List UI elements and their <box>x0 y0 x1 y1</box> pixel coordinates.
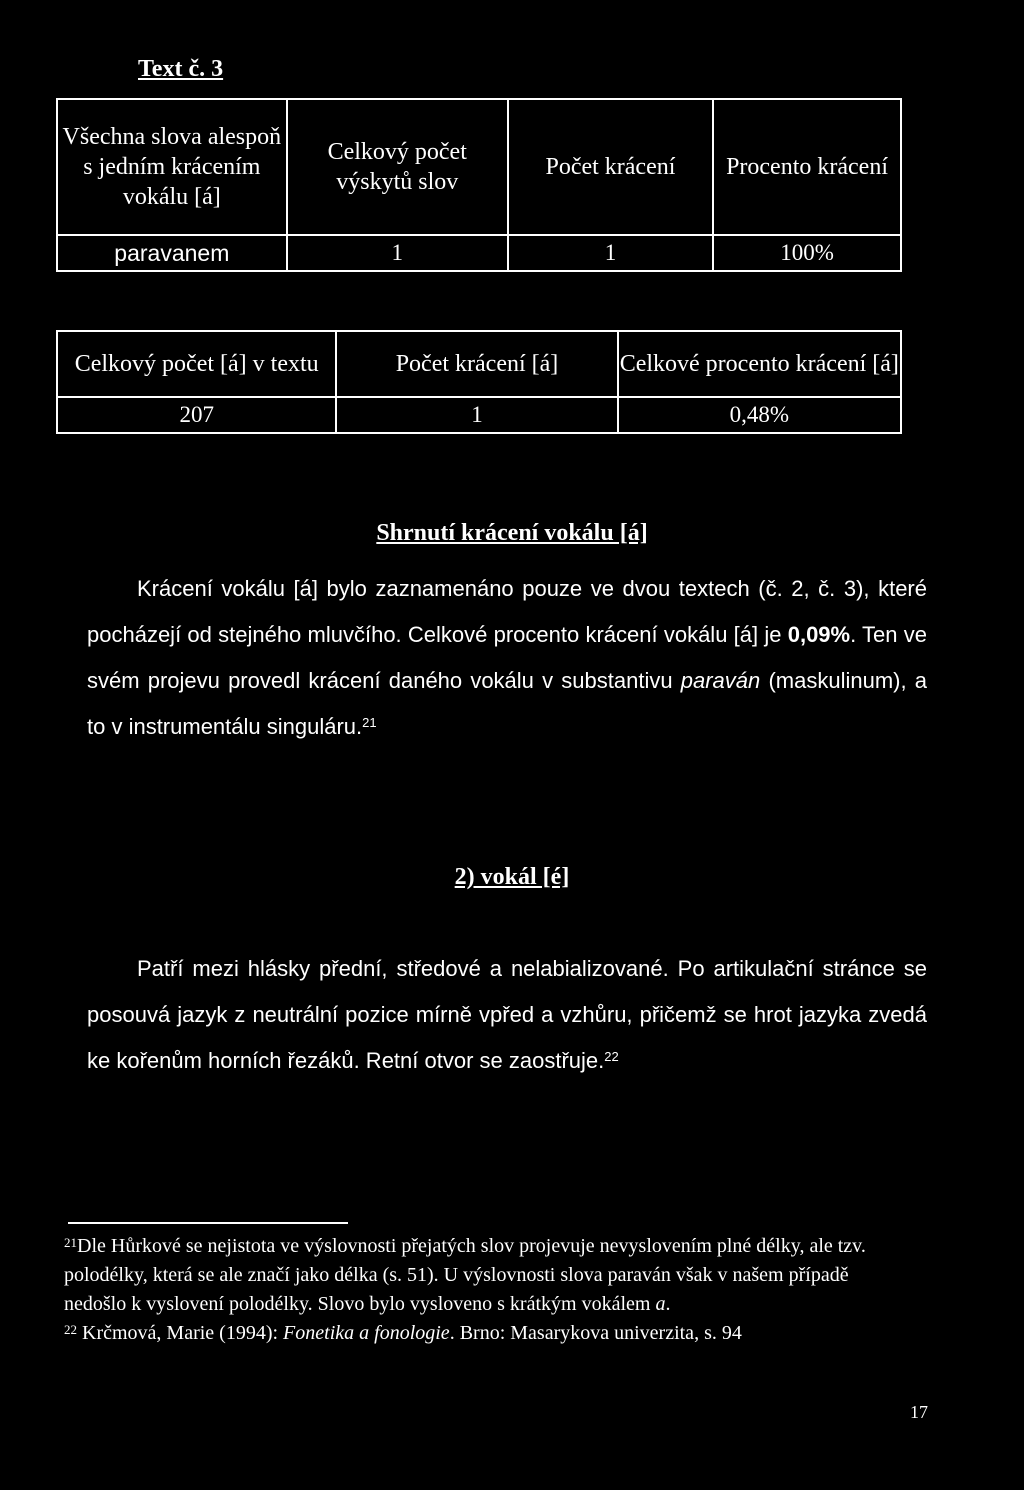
summary-percent: 0,09% <box>787 622 851 647</box>
footnotes <box>64 1232 894 1348</box>
table1-cell-count: 1 <box>508 235 713 271</box>
table1-header-words: Všechna slova alespoň s jedním krácením vokálu [á] <box>57 99 287 235</box>
table1-header-count: Počet krácení <box>508 99 713 235</box>
table2-header-total: Celkový počet [á] v textu <box>57 331 336 397</box>
footnote-22-number: 22 <box>64 1322 77 1337</box>
table1-header-total: Celkový počet výskytů slov <box>287 99 508 235</box>
summary-text-a: Krácení vokálu [á] bylo zaznamenáno pouze ve dvou textech (č. 2, č. 3), které pocházejí od stejného mluvčího. Celkové procento krácení vokálu [á] je <box>87 576 927 647</box>
page-number: 17 <box>910 1402 928 1422</box>
summary-table-words <box>56 98 902 272</box>
vowel-e-paragraph <box>87 946 927 1084</box>
section-heading-vowel-e: 2) vokál [é] <box>454 864 570 890</box>
footnote-22 <box>64 1319 894 1348</box>
section-heading-summary: Shrnutí krácení vokálu [á] <box>376 520 648 546</box>
footnote-ref-22: 22 <box>604 1049 619 1064</box>
footnote-ref-21: 21 <box>362 715 377 730</box>
table2-cell-total: 207 <box>57 397 336 433</box>
footnote-21 <box>64 1232 894 1319</box>
footnote-21-number: 21 <box>64 1235 77 1250</box>
table2-cell-percent: 0,48% <box>618 397 901 433</box>
summary-word: paraván <box>680 668 761 693</box>
summary-text-b: . Ten ve svém projevu provedl krácení daného vokálu v substantivu <box>87 622 927 693</box>
summary-text-c: (maskulinum), a to v instrumentálu singuláru. <box>87 668 927 739</box>
footnote-21-text: Dle Hůrkové se nejistota ve výslovnosti přejatých slov projevuje nevyslovením plné délky, ale tzv. polodélky, která se ale značí jako délka (s. 51). U výslovnosti slova paraván však v našem případě nedošlo k vyslovení polodélky. Slovo bylo vysloveno s krátkým vokálem <box>64 1235 866 1315</box>
table1-cell-word: paravanem <box>57 235 287 271</box>
vowel-e-text: Patří mezi hlásky přední, středové a nelabializované. Po artikulační stránce se posouvá jazyk z neutrální pozice mírně vpřed a vzhůru, přičemž se hrot jazyka zvedá ke kořenům horních řezáků. Retní otvor se zaostřuje. <box>87 956 927 1073</box>
text-title: Text č. 3 <box>138 56 224 82</box>
table2-header-count: Počet krácení [á] <box>336 331 617 397</box>
table2-cell-count: 1 <box>336 397 617 433</box>
table1-header-percent: Procento krácení <box>713 99 901 235</box>
table1-cell-total: 1 <box>287 235 508 271</box>
table2-header-percent: Celkové procento krácení [á] <box>618 331 901 397</box>
footnote-21-end: . <box>665 1293 671 1315</box>
footnote-21-italic: a <box>655 1293 666 1315</box>
footnote-22-italic: Fonetika a fonologie <box>283 1322 450 1344</box>
footnote-22-end: . Brno: Masarykova univerzita, s. 94 <box>449 1322 742 1344</box>
summary-paragraph <box>87 566 927 750</box>
footnote-divider <box>68 1222 348 1224</box>
footnote-22-text: Krčmová, Marie (1994): <box>82 1322 284 1344</box>
table1-cell-percent: 100% <box>713 235 901 271</box>
summary-table-totals <box>56 330 902 434</box>
